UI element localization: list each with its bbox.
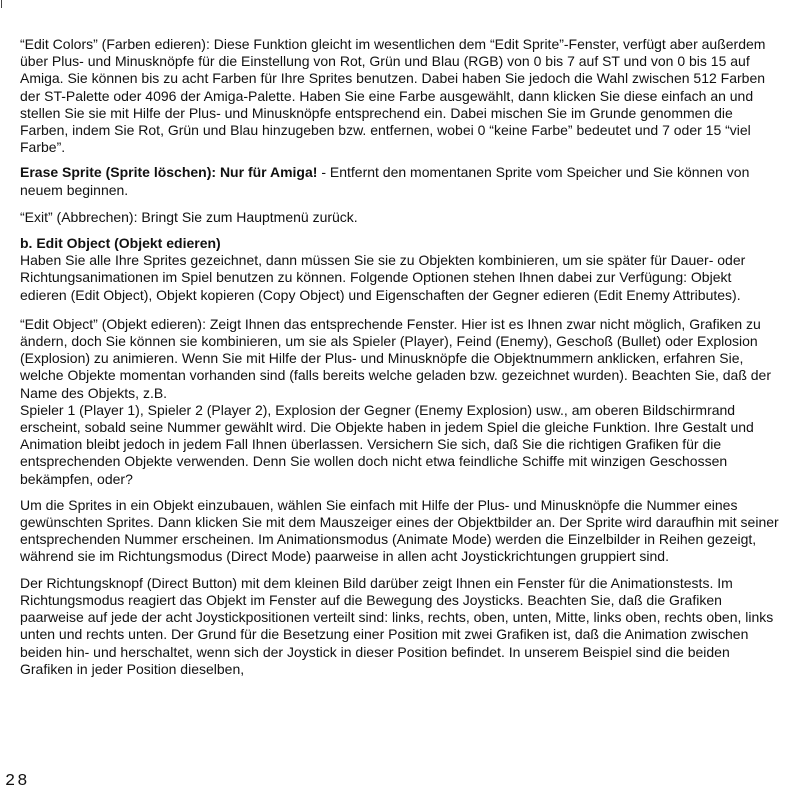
edit-object-heading: b. Edit Object (Objekt edieren) [20, 235, 221, 252]
direct-button-paragraph: Der Richtungsknopf (Direct Button) mit dem kleinen Bild darüber zeigt Ihnen ein Fenster für die Animationstests. Im Richtungsmodus reagiert das Objekt im Fenster auf die Bewegung des Joysticks. Beachten Sie, daß die Grafiken paarweise auf jede der acht Joystickpositionen verteilt sind: links, rechts, oben, unten, Mitte, links oben, rechts oben, links unten und rechts unten. Der Grund für die Besetzung einer Position mit zwei Grafiken ist, daß die Animation zwischen beiden hin- und herschaltet, wenn sich der Joystick in dieser Position befindet. In unserem Beispiel sind die beiden Grafiken in jeder Position dieselben, [20, 574, 774, 677]
erase-sprite-title: Erase Sprite (Sprite löschen): Nur für Amiga! [20, 164, 318, 181]
edit-object-paragraph-a: “Edit Object” (Objekt edieren): Zeigt Ihnen das entsprechende Fenster. Hier ist es Ihnen zwar nicht möglich, Grafiken zu ändern, doch Sie können sie kombinieren, um sie als Spieler (Player), Feind (Enemy), Geschoß (Bullet) oder Explosion (Explosion) zu animieren. Wenn Sie mit Hilfe der Plus- und Minusknöpfe die Objektnummern anklicken, erfahren Sie, welche Objekte momentan vorhanden sind (falls bereits welche geladen bzw. gezeichnet wurden). Beachten Sie, daß der Name des Objekts, z.B. [20, 315, 771, 401]
edit-object-paragraph-b: Spieler 1 (Player 1), Spieler 2 (Player 2), Explosion der Gegner (Enemy Explosion) usw., am oberen Bildschirmrand erscheint, sobald seine Nummer gewählt wird. Die Objekte haben in jedem Spiel die gleiche Funktion. Ihre Gestalt und Animation bleibt jedoch in jedem Fall Ihnen überlassen. Versichern Sie sich, daß Sie die richtigen Grafiken für die entsprechenden Objekte verwenden. Denn Sie wollen doch nicht etwa feindliche Schiffe mit winzigen Geschossen bekämpfen, oder? [20, 401, 754, 487]
erase-sprite-paragraph [20, 164, 780, 198]
sprites-into-object-paragraph: Um die Sprites in ein Objekt einzubauen, wählen Sie einfach mit Hilfe der Plus- und Minusknöpfe die Nummer eines gewünschten Sprites. Dann klicken Sie mit dem Mauszeiger eines der Objektbilder an. Der Sprite wird daraufhin mit seiner entsprechenden Nummer erscheinen. Im Animationsmodus (Animate Mode) werden die Einzelbilder in Reihen gezeigt, während sie im Richtungsmodus (Direct Mode) paarweise in allen acht Joystickrichtungen gruppiert sind. [20, 496, 779, 565]
manual-page [20, 36, 780, 688]
scan-edge-mark [1, 0, 2, 8]
exit-paragraph: “Exit” (Abbrechen): Bringt Sie zum Hauptmenü zurück. [20, 208, 358, 225]
edit-object-intro: Haben Sie alle Ihre Sprites gezeichnet, dann müssen Sie sie zu Objekten kombinieren, um sie später für Dauer- oder Richtungsanimationen im Spiel benutzen zu können. Folgende Optionen stehen Ihnen dabei zur Verfügung: Objekt edieren (Edit Object), Objekt kopieren (Copy Object) und Eigenschaften der Gegner edieren (Edit Enemy Attributes). [20, 252, 746, 303]
edit-colors-paragraph: “Edit Colors” (Farben edieren): Diese Funktion gleicht im wesentlichen dem “Edit Sprite”-Fenster, verfügt aber außerdem über Plus- und Minusknöpfe für die Einstellung von Rot, Grün und Blau (RGB) von 0 bis 7 auf ST und von 0 bis 15 auf Amiga. Sie können bis zu acht Farben für Ihre Sprites benutzen. Dabei haben Sie jedoch die Wahl zwischen 512 Farben der ST-Palette oder 4096 der Amiga-Palette. Haben Sie eine Farbe ausgewählt, dann klicken Sie diese einfach an und stellen Sie sie mit Hilfe der Plus- und Minusknöpfe entsprechend ein. Dabei mischen Sie im Grunde genommen die Farben, indem Sie Rot, Grün und Blau hinzugeben bzw. entfernen, wobei 0 “keine Farbe” bedeutet und 7 oder 15 “viel Farbe”. [20, 36, 766, 156]
page-number: 28 [5, 772, 30, 791]
erase-sprite-text: - Entfernt den momentanen Sprite vom Speicher und Sie können von neuem beginnen. [20, 164, 750, 198]
